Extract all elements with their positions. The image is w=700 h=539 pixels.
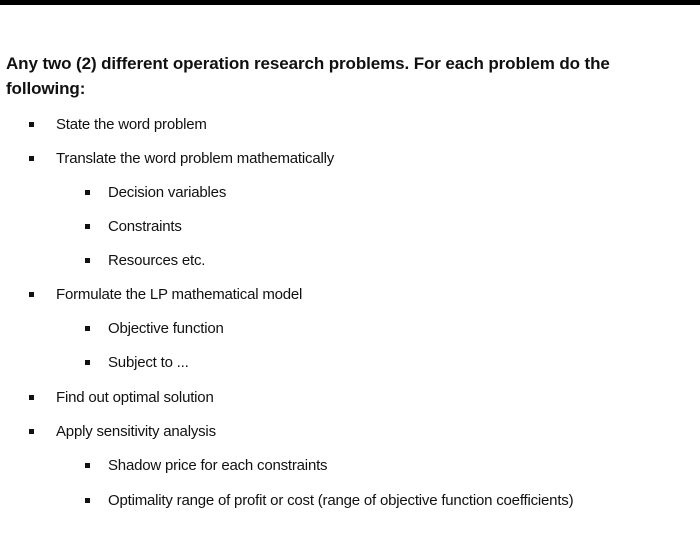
sub-item-objective-function [85,318,224,338]
sub-item-subject-to [85,352,189,372]
list-item-text: Optimality range of profit or cost (range of objective function coefficients) [108,491,574,509]
square-bullet-icon [85,463,90,468]
list-item-text: Shadow price for each constraints [108,456,328,474]
top-border-bar [0,0,700,5]
list-item-text: Decision variables [108,183,227,201]
list-item-text: Apply sensitivity analysis [56,422,216,440]
square-bullet-icon [85,190,90,195]
square-bullet-icon [29,122,34,127]
square-bullet-icon [85,498,90,503]
list-item-text: Translate the word problem mathematically [56,149,335,167]
sub-item-constraints [85,216,182,236]
list-item-text: Constraints [108,217,182,235]
list-item-formulate-lp [29,284,302,304]
list-item-text: Formulate the LP mathematical model [56,285,303,303]
list-item-text: Resources etc. [108,251,206,269]
square-bullet-icon [85,360,90,365]
list-item-text: Find out optimal solution [56,388,214,406]
assignment-heading: Any two (2) different operation research problems. For each problem do the following: [6,54,610,98]
sub-item-resources [85,250,205,270]
sub-item-optimality-range [85,490,573,510]
list-item-state-word-problem [29,114,207,134]
sub-item-shadow-price [85,455,327,475]
list-item-text: State the word problem [56,115,207,133]
square-bullet-icon [85,258,90,263]
list-item-text: Objective function [108,319,224,337]
square-bullet-icon [29,156,34,161]
square-bullet-icon [29,429,34,434]
list-item-text: Subject to ... [108,353,189,371]
square-bullet-icon [85,326,90,331]
sub-item-decision-variables [85,182,226,202]
square-bullet-icon [85,224,90,229]
list-item-optimal-solution [29,387,214,407]
list-item-sensitivity-analysis [29,421,216,441]
square-bullet-icon [29,395,34,400]
list-item-translate [29,148,334,168]
square-bullet-icon [29,292,34,297]
